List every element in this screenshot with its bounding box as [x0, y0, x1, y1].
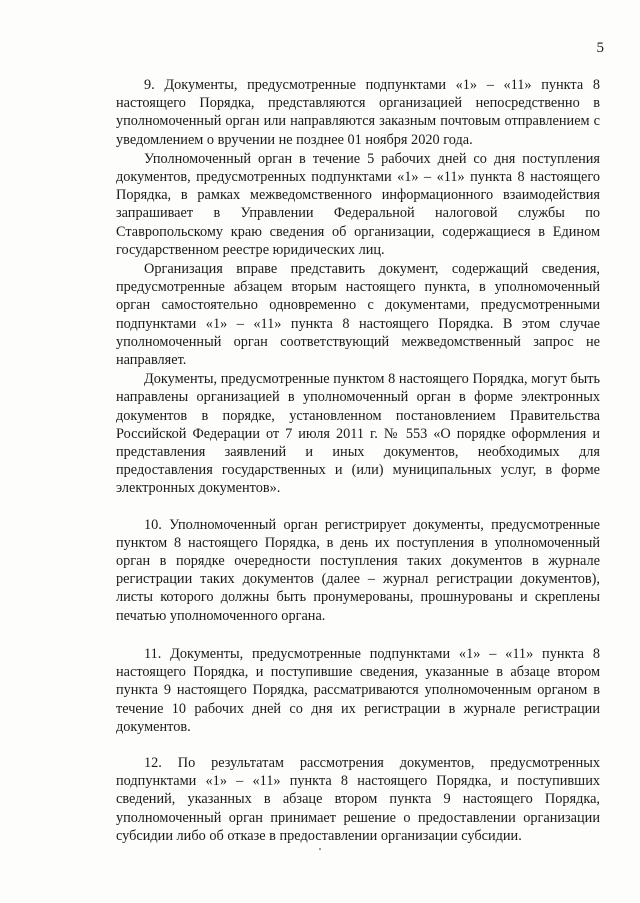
document-body — [116, 76, 600, 845]
paragraph-9-abzac-4: Документы, предусмотренные пунктом 8 настоящего Порядка, могут быть направлены организацией в уполномоченный орган в форме электронных документов в порядке, установленном постановлением Правительства Российской Федерации от 7 июля 2011 г. № 553 «О порядке оформления и представления заявлений и иных документов, необходимых для предоставления государственных и (или) муниципальных услуг, в форме электронных документов». — [116, 371, 600, 497]
scan-speck — [319, 848, 321, 850]
paragraph-9: 9. Документы, предусмотренные подпунктами «1» – «11» пункта 8 настоящего Порядка, представляются организацией непосредственно в уполномоченный орган или направляются заказным почтовым отправлением с уведомлением о вручении не позднее 01 ноября 2020 года. — [116, 77, 600, 148]
page-number: 5 — [596, 40, 604, 56]
paragraph-9-abzac-2: Уполномоченный орган в течение 5 рабочих дней со дня поступления документов, предусмотренных подпунктами «1» – «11» пункта 8 настоящего Порядка, в рамках межведомственного информационного взаимодействия запрашивает в Управлении Федеральной налоговой службы по Ставропольскому краю сведения об организации, содержащиеся в Едином государственном реестре юридических лиц. — [116, 150, 600, 258]
paragraph-9-abzac-3: Организация вправе представить документ, содержащий сведения, предусмотренные абзацем вторым настоящего пункта, в уполномоченный орган самостоятельно одновременно с документами, предусмотренными подпунктами «1» – «11» пункта 8 настоящего Порядка. В этом случае уполномоченный орган соответствующий межведомственный запрос не направляет. — [116, 261, 600, 369]
paragraph-11: 11. Документы, предусмотренные подпунктами «1» – «11» пункта 8 настоящего Порядка, и поступившие сведения, указанные в абзаце втором пункта 9 настоящего Порядка, рассматриваются уполномоченным органом в течение 10 рабочих дней со дня их регистрации в журнале регистрации документов. — [116, 645, 600, 735]
paragraph-12: 12. По результатам рассмотрения документов, предусмотренных подпунктами «1» – «11» пункта 8 настоящего Порядка, и поступивших сведений, указанных в абзаце втором пункта 9 настоящего Порядка, уполномоченный орган принимает решение о предоставлении организации субсидии либо об отказе в предоставлении организации субсидии. — [116, 754, 600, 844]
paragraph-10: 10. Уполномоченный орган регистрирует документы, предусмотренные пунктом 8 настоящего Порядка, в день их поступления в уполномоченный орган в порядке очередности поступления таких документов в журнале регистрации таких документов (далее – журнал регистрации документов), листы которого должны быть пронумерованы, прошнурованы и скреплены печатью уполномоченного органа. — [116, 516, 600, 624]
